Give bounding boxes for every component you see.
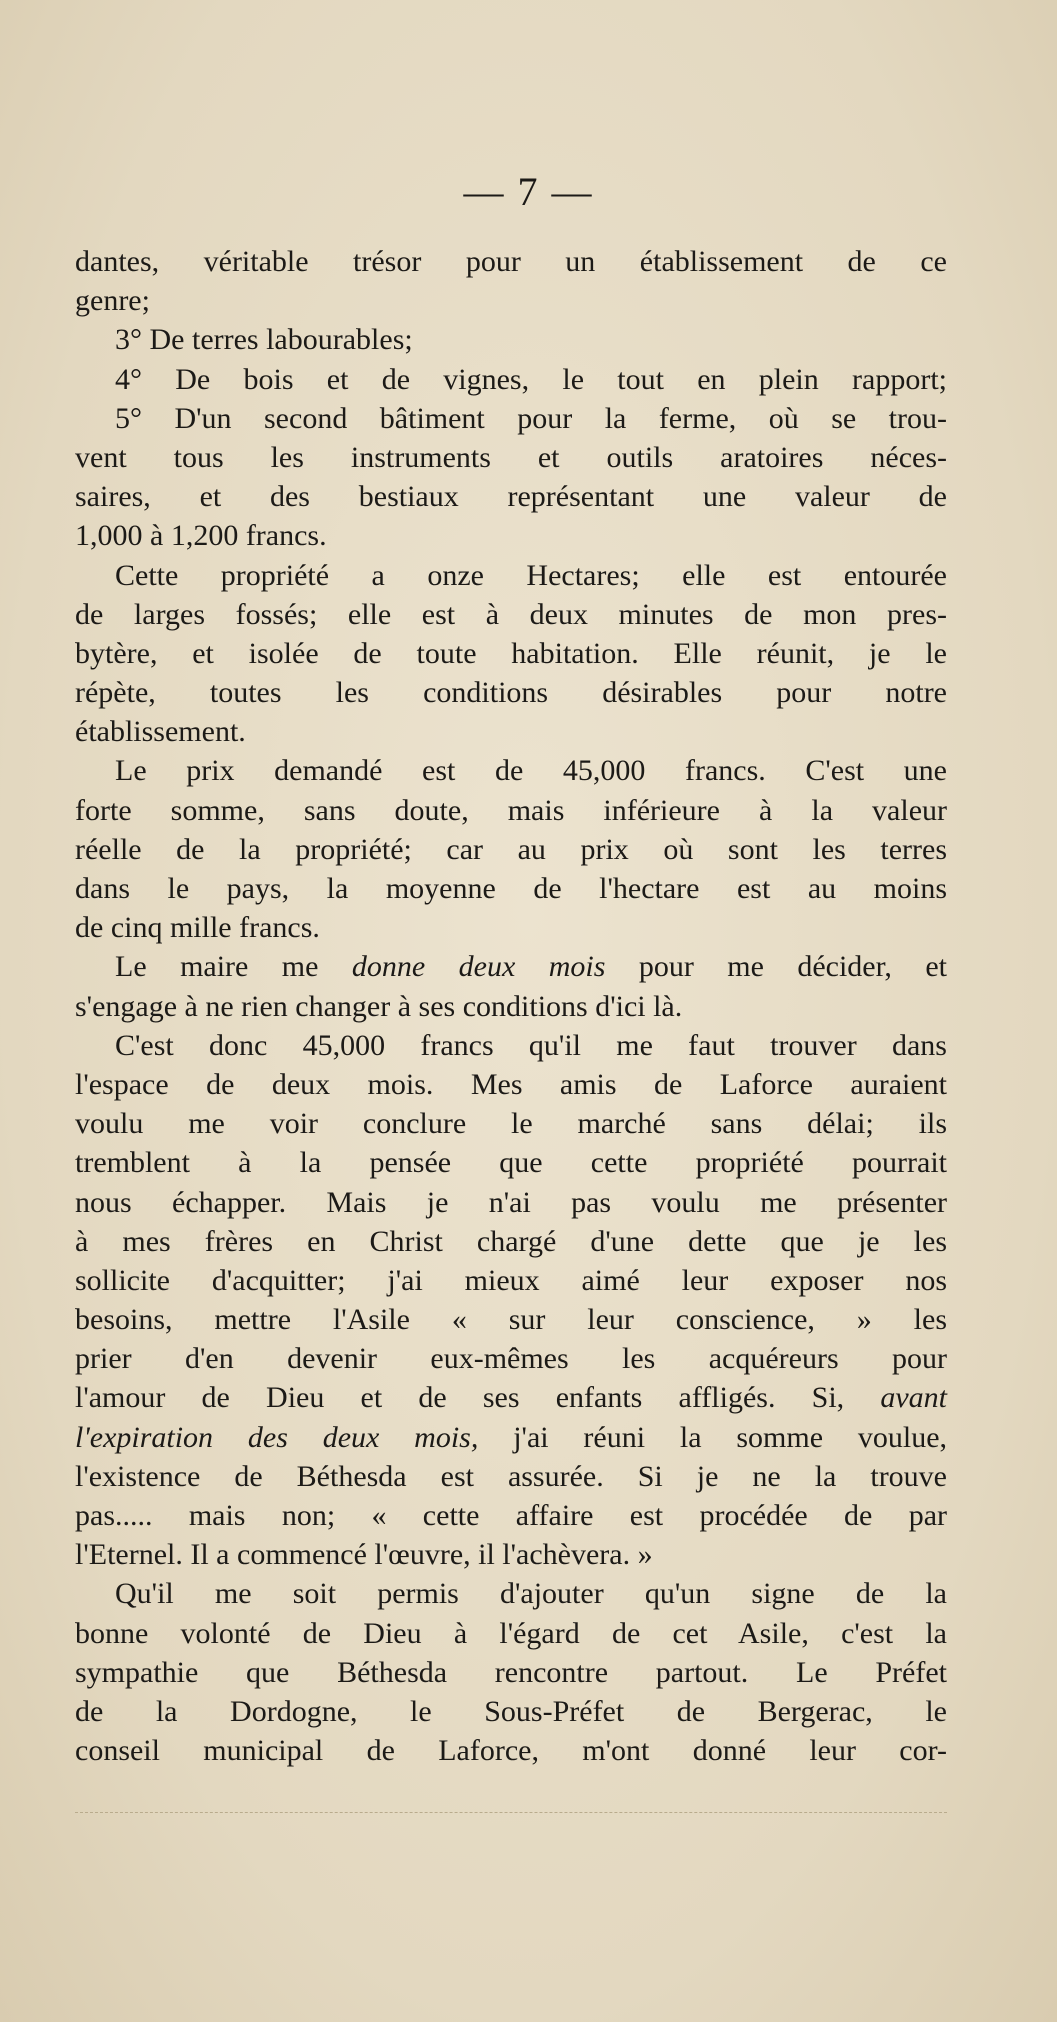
text-line: dantes, véritable trésor pour un établissement de ce xyxy=(75,245,947,278)
text-line: forte somme, sans doute, mais inférieure à la valeur xyxy=(75,793,947,827)
text-line: pas..... mais non; « cette affaire est procédée de par xyxy=(75,1499,947,1532)
list-item: 5° D'un second bâtiment pour la ferme, où se trou- xyxy=(115,401,947,435)
text-line: sympathie que Béthesda rencontre partout. Le Préfet xyxy=(75,1655,947,1689)
text-line: sollicite d'acquitter; j'ai mieux aimé leur exposer nos xyxy=(75,1263,947,1297)
text-line: l'Eternel. Il a commencé l'œuvre, il l'achèvera. » xyxy=(75,1538,653,1572)
text-line: établissement. xyxy=(75,715,246,749)
text-line: conseil municipal de Laforce, m'ont donné leur cor- xyxy=(75,1734,947,1768)
text-line: vent tous les instruments et outils aratoires néces- xyxy=(75,440,947,474)
text-line: genre; xyxy=(75,284,150,318)
text-line: réelle de la propriété; car au prix où sont les terres xyxy=(75,832,947,866)
text-line: Qu'il me soit permis d'ajouter qu'un signe de la xyxy=(115,1577,947,1611)
text-line xyxy=(75,947,947,986)
text-run: j'ai réuni la somme voulue, xyxy=(513,1420,948,1454)
text-line: s'engage à ne rien changer à ses conditions d'ici là. xyxy=(75,989,683,1023)
body-text xyxy=(75,242,947,1770)
bottom-rule xyxy=(75,1812,947,1814)
text-line: Cette propriété a onze Hectares; elle est entourée xyxy=(115,558,947,592)
text-run: Le maire me xyxy=(115,950,319,984)
text-line: de la Dordogne, le Sous-Préfet de Bergerac, le xyxy=(75,1694,947,1728)
text-line: Le prix demandé est de 45,000 francs. C'est une xyxy=(115,754,947,788)
page-number: — 7 — xyxy=(463,169,594,214)
text-line: répète, toutes les conditions désirables pour notre xyxy=(75,676,947,710)
text-line: l'existence de Béthesda est assurée. Si je ne la trouve xyxy=(75,1459,947,1493)
text-line: bonne volonté de Dieu à l'égard de cet Asile, c'est la xyxy=(75,1616,947,1650)
text-line: voulu me voir conclure le marché sans délai; ils xyxy=(75,1107,947,1141)
text-line: de larges fossés; elle est à deux minutes de mon pres- xyxy=(75,597,947,631)
text-line: tremblent à la pensée que cette propriété pourrait xyxy=(75,1146,947,1180)
text-line: nous échapper. Mais je n'ai pas voulu me présenter xyxy=(75,1185,947,1219)
text-line: de cinq mille francs. xyxy=(75,911,320,945)
text-line: prier d'en devenir eux-mêmes les acquéreurs pour xyxy=(75,1342,947,1376)
text-line xyxy=(75,1378,947,1417)
text-run: l'amour de Dieu et de ses enfants affligés. Si, xyxy=(75,1381,845,1415)
text-line: à mes frères en Christ chargé d'une dette que je les xyxy=(75,1224,947,1258)
text-line: dans le pays, la moyenne de l'hectare est au moins xyxy=(75,872,947,905)
italic-text: donne deux mois xyxy=(351,950,606,984)
text-line xyxy=(75,1418,947,1457)
italic-text: l'expiration des deux mois, xyxy=(75,1420,479,1454)
list-item: 3° De terres labourables; xyxy=(115,323,413,357)
text-line: besoins, mettre l'Asile « sur leur conscience, » les xyxy=(75,1303,947,1337)
text-line: l'espace de deux mois. Mes amis de Laforce auraient xyxy=(75,1067,947,1101)
text-line: bytère, et isolée de toute habitation. Elle réunit, je le xyxy=(75,636,947,670)
text-run: pour me décider, et xyxy=(638,950,947,984)
text-line: 1,000 à 1,200 francs. xyxy=(75,519,327,553)
italic-text: avant xyxy=(880,1381,947,1415)
text-line: saires, et des bestiaux représentant une valeur de xyxy=(75,480,947,514)
list-item: 4° De bois et de vignes, le tout en plein rapport; xyxy=(115,362,947,396)
text-line: C'est donc 45,000 francs qu'il me faut trouver dans xyxy=(115,1028,947,1062)
